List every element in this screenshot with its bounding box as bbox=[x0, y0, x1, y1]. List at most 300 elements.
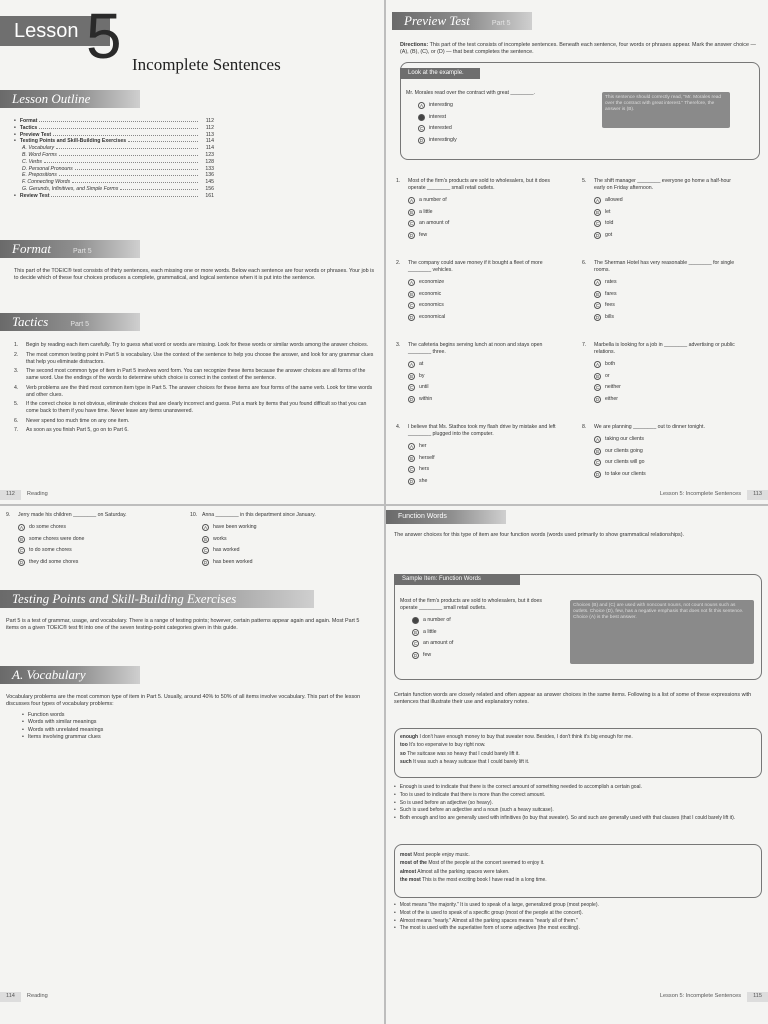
answer-bubble[interactable]: A bbox=[594, 197, 601, 204]
directions-label: Directions: bbox=[400, 42, 429, 48]
question-text: Anna ________ in this department since January. bbox=[202, 512, 316, 518]
question-text: The cafeteria begins serving lunch at noon and stays open ________ three. bbox=[408, 342, 543, 356]
answer-bubble[interactable]: B bbox=[408, 455, 415, 462]
answer-bubble[interactable]: B bbox=[412, 629, 419, 636]
answer-option bbox=[582, 312, 742, 324]
outline-item bbox=[14, 152, 214, 159]
answer-option bbox=[396, 289, 556, 301]
option-text: fees bbox=[605, 302, 615, 309]
tactic-text: If the correct choice is not obvious, eliminate choices that are clearly incorrect and guess. Put a mark by items that you found difficult so that you can come back to them if you have time. Never leave any items unanswered. bbox=[26, 401, 367, 415]
option-text: few bbox=[419, 231, 428, 238]
answer-bubble[interactable]: A bbox=[594, 279, 601, 286]
answer-option bbox=[396, 195, 556, 207]
question-number: 6. bbox=[582, 260, 587, 266]
option-text: allowed bbox=[605, 197, 623, 204]
page-footer bbox=[0, 992, 48, 1002]
tactic-number: 4. bbox=[14, 384, 19, 391]
outline-page: 145 bbox=[205, 179, 214, 186]
option-text: interesting bbox=[429, 102, 453, 109]
answer-option bbox=[582, 195, 742, 207]
option-text: economics bbox=[419, 302, 444, 309]
outline-leader bbox=[120, 186, 198, 190]
answer-bubble[interactable]: A bbox=[594, 361, 601, 368]
example-keyword: enough bbox=[400, 734, 419, 740]
answer-option bbox=[190, 557, 350, 569]
option-text: an amount of bbox=[423, 640, 454, 647]
option-text: economize bbox=[419, 279, 445, 286]
outline-leader bbox=[56, 145, 198, 149]
question-stem bbox=[582, 178, 742, 192]
option-text: fares bbox=[605, 290, 617, 297]
example-sentence bbox=[400, 734, 756, 741]
answer-option bbox=[400, 627, 560, 639]
page-114 bbox=[0, 506, 384, 1024]
page-112 bbox=[0, 0, 384, 504]
answer-option bbox=[582, 359, 742, 371]
example-text: It was such a heavy suitcase that I could barely lift it. bbox=[413, 758, 530, 765]
tactic-item bbox=[14, 342, 376, 349]
sample-note: Choices (B) and (C) are used with noncount nouns, not count nouns such as outlets. Choice (D), few, has a negative emphasis that does not fit this sentence. Choice (A) is the best answer. bbox=[570, 600, 754, 664]
examples-most bbox=[400, 852, 756, 885]
usage-note: • Almost means "nearly." Almost all the parking spaces means "nearly all of them." bbox=[394, 918, 756, 925]
answer-bubble[interactable]: A bbox=[408, 443, 415, 450]
outline-leader bbox=[128, 138, 198, 142]
page-footer bbox=[0, 490, 48, 500]
answer-option bbox=[406, 112, 606, 124]
question-number: 7. bbox=[582, 342, 587, 348]
option-text: her bbox=[419, 443, 427, 450]
vocabulary-list-item: • Function words bbox=[22, 712, 222, 719]
answer-option bbox=[582, 207, 742, 219]
example-text: It's too expensive to buy right now. bbox=[409, 742, 486, 749]
option-text: a little bbox=[423, 628, 437, 635]
vocabulary-list-item: • Items involving grammar clues bbox=[22, 734, 222, 741]
example-keyword: almost bbox=[400, 868, 417, 875]
option-text: herself bbox=[419, 454, 435, 461]
option-text: taking our clients bbox=[605, 436, 644, 443]
answer-option bbox=[396, 476, 556, 488]
answer-option bbox=[396, 464, 556, 476]
answer-option bbox=[396, 230, 556, 242]
tactic-item bbox=[14, 401, 376, 415]
page-113 bbox=[386, 0, 768, 504]
footer-label: Lesson 5: Incomplete Sentences bbox=[659, 491, 742, 497]
question-stem bbox=[582, 260, 742, 274]
question-item bbox=[582, 260, 742, 323]
answer-bubble[interactable]: C bbox=[409, 221, 414, 227]
question-item bbox=[190, 512, 350, 568]
answer-bubble[interactable]: D bbox=[413, 652, 418, 658]
option-text: within bbox=[419, 395, 433, 402]
outline-leader bbox=[72, 179, 198, 183]
option-text: to do some chores bbox=[29, 547, 72, 554]
example-keyword: most of the bbox=[400, 860, 427, 867]
question-number: 2. bbox=[396, 260, 401, 266]
example-head: Look at the example. bbox=[400, 68, 480, 79]
example-text: Most of the people at the concert seemed to enjoy it. bbox=[428, 860, 545, 867]
outline-page: 114 bbox=[205, 145, 214, 152]
tactics-list bbox=[14, 342, 376, 437]
section-band-outline bbox=[0, 90, 140, 108]
answer-bubble[interactable]: D bbox=[409, 396, 414, 402]
outline-item bbox=[14, 138, 214, 145]
band-label: Tactics bbox=[12, 314, 49, 329]
band-label: Lesson Outline bbox=[12, 91, 91, 106]
answer-bubble[interactable]: C bbox=[413, 641, 418, 647]
answer-bubble[interactable]: D bbox=[595, 396, 600, 402]
answer-bubble[interactable]: B bbox=[408, 209, 415, 216]
answer-option bbox=[396, 207, 556, 219]
answer-bubble[interactable]: B bbox=[594, 448, 601, 455]
option-text: an amount of bbox=[419, 220, 450, 227]
section-band-preview bbox=[392, 12, 532, 30]
answer-bubble[interactable]: D bbox=[409, 232, 414, 238]
option-text: got bbox=[605, 231, 613, 238]
example-keyword: too bbox=[400, 742, 408, 749]
format-text: This part of the TOEIC® test consists of thirty sentences, each missing one or more words. Below each sentence are four words or phrases. Your job is to decide which of these four choices produces a complete, grammatical, and logical sentence when it is put into the sentence. bbox=[14, 268, 375, 282]
outline-item bbox=[14, 159, 214, 166]
option-text: economic bbox=[419, 290, 442, 297]
outline-item bbox=[14, 118, 214, 125]
answer-option bbox=[396, 312, 556, 324]
answer-bubble[interactable]: D bbox=[595, 471, 600, 477]
tactic-text: The most common testing point in Part 5 is vocabulary. Use the context of the sentence to help you choose the answer, and look for any grammar clues that help you eliminate distractors. bbox=[26, 351, 374, 365]
usage-note: • Most of the is used to speak of a specific group (most of the people at the concert). bbox=[394, 910, 756, 917]
outline-leader bbox=[44, 159, 198, 163]
outline-item bbox=[14, 145, 214, 152]
answer-bubble[interactable]: C bbox=[419, 126, 424, 132]
example-keyword: so bbox=[400, 750, 406, 757]
question-text: Most of the firm's products are sold to wholesalers, but it does operate ________ small retail outlets. bbox=[408, 178, 550, 192]
answer-option bbox=[582, 300, 742, 312]
page-number: 113 bbox=[747, 490, 768, 500]
option-text: our clients going bbox=[605, 447, 643, 454]
answer-option bbox=[582, 371, 742, 383]
answer-bubble[interactable]: C bbox=[19, 548, 24, 554]
outline-leader bbox=[59, 152, 198, 156]
vocabulary-list-item: • Words with similar meanings bbox=[22, 719, 222, 726]
lesson-outline bbox=[14, 118, 214, 200]
section-band-function-words bbox=[386, 510, 506, 524]
answer-bubble[interactable]: D bbox=[409, 314, 414, 320]
answer-bubble[interactable]: C bbox=[595, 385, 600, 391]
question-stem bbox=[582, 342, 742, 356]
vocabulary-list bbox=[22, 712, 222, 741]
question-text: I believe that Ms. Stathos took my flash drive by mistake and left ________ plugged into the computer. bbox=[408, 424, 556, 438]
answer-bubble[interactable]: C bbox=[595, 303, 600, 309]
question-stem bbox=[190, 512, 350, 519]
question-stem bbox=[396, 178, 556, 192]
answer-bubble[interactable]: C bbox=[595, 460, 600, 466]
option-text: to take our clients bbox=[605, 470, 646, 477]
sample-stem: Most of the firm's products are sold to wholesalers, but it does operate ________ small retail outlets. bbox=[400, 598, 542, 612]
example-sentence bbox=[400, 869, 756, 876]
answer-option bbox=[396, 453, 556, 465]
option-text: a number of bbox=[423, 617, 451, 624]
section-band-format bbox=[0, 240, 140, 258]
answer-bubble[interactable]: D bbox=[203, 559, 208, 565]
question-number: 4. bbox=[396, 424, 401, 430]
usage-note: • Enough is used to indicate that there is the correct amount of something needed to accomplish a certain goal. bbox=[394, 784, 756, 791]
usage-note: • Most means "the majority." It is used to speak of a large, generalized group (most people). bbox=[394, 902, 756, 909]
usage-note: • Such is used before an adjective and a noun (such a heavy suitcase). bbox=[394, 807, 756, 814]
outline-page: 113 bbox=[205, 131, 214, 138]
answer-option bbox=[582, 218, 742, 230]
question-item bbox=[396, 178, 556, 241]
option-text: a number of bbox=[419, 197, 447, 204]
example-keyword: the most bbox=[400, 876, 421, 883]
answer-bubble[interactable]: D bbox=[595, 314, 600, 320]
answer-bubble[interactable]: C bbox=[595, 221, 600, 227]
sample-options bbox=[400, 615, 560, 661]
answer-bubble[interactable]: A bbox=[202, 524, 209, 531]
tactic-text: As soon as you finish Part 5, go on to Part 6. bbox=[26, 427, 129, 434]
answer-bubble[interactable]: B bbox=[18, 536, 25, 543]
outline-item bbox=[14, 132, 214, 139]
question-text: Marbella is looking for a job in ________ advertising or public relations. bbox=[594, 342, 735, 356]
example-question bbox=[406, 90, 606, 146]
answer-option bbox=[582, 394, 742, 406]
answer-bubble[interactable]: D bbox=[19, 559, 24, 565]
answer-option bbox=[400, 638, 560, 650]
outline-label: • Preview Test bbox=[14, 132, 51, 139]
vocabulary-text: Vocabulary problems are the most common type of item in Part 5. Usually, around 40% to 50% of all items involve vocabulary. This part of the lesson discusses four types of vocabulary problems: bbox=[6, 694, 361, 708]
option-text: interestingly bbox=[429, 136, 457, 143]
example-sentence bbox=[400, 751, 756, 758]
option-text: have been working bbox=[213, 524, 257, 531]
answer-bubble[interactable]: B bbox=[594, 291, 601, 298]
answer-bubble[interactable]: A bbox=[418, 102, 425, 109]
option-text: interest bbox=[429, 113, 447, 120]
answer-bubble[interactable]: A bbox=[408, 197, 415, 204]
question-item bbox=[396, 424, 556, 487]
outline-page: 123 bbox=[205, 151, 214, 158]
outline-label: F. Connecting Words bbox=[22, 179, 71, 186]
answer-bubble[interactable]: A bbox=[408, 279, 415, 286]
answer-option bbox=[582, 382, 742, 394]
answer-bubble[interactable]: B bbox=[408, 291, 415, 298]
tactic-item bbox=[14, 418, 376, 425]
example-sentence bbox=[400, 860, 756, 867]
question-number: 8. bbox=[582, 424, 587, 430]
outline-page: 112 bbox=[205, 124, 214, 131]
answer-option bbox=[6, 545, 166, 557]
answer-bubble[interactable]: A bbox=[408, 361, 415, 368]
example-sentence bbox=[400, 742, 756, 749]
answer-bubble[interactable]: D bbox=[595, 232, 600, 238]
outline-item bbox=[14, 186, 214, 193]
question-stem bbox=[396, 342, 556, 356]
section-band-tactics bbox=[0, 313, 140, 331]
outline-leader bbox=[39, 125, 198, 129]
tactic-number: 6. bbox=[14, 417, 19, 424]
answer-option bbox=[190, 545, 350, 557]
outline-page: 136 bbox=[205, 172, 214, 179]
tactic-item bbox=[14, 368, 376, 382]
tactic-number: 3. bbox=[14, 368, 19, 375]
tactic-text: Verb problems are the third most common item type in Part 5. The answer choices for these items are four forms of the same verb. Look for time words and other clues. bbox=[26, 384, 373, 398]
question-item bbox=[582, 424, 742, 480]
answer-bubble[interactable]: D bbox=[419, 137, 424, 143]
example-sentence bbox=[400, 877, 756, 884]
outline-item bbox=[14, 125, 214, 132]
lesson-title: Incomplete Sentences bbox=[132, 55, 281, 74]
option-text: interested bbox=[429, 125, 452, 132]
outline-label: • Format bbox=[14, 118, 37, 125]
question-item bbox=[6, 512, 166, 568]
answer-bubble[interactable]: A bbox=[594, 436, 601, 443]
question-number: 1. bbox=[396, 178, 401, 184]
band-part: Part 5 bbox=[70, 321, 90, 328]
question-item bbox=[582, 178, 742, 241]
answer-option bbox=[396, 277, 556, 289]
answer-option bbox=[396, 359, 556, 371]
vocabulary-list-item: • Words with unrelated meanings bbox=[22, 727, 222, 734]
question-stem bbox=[582, 424, 742, 431]
option-text: by bbox=[419, 372, 425, 379]
footer-label: Lesson 5: Incomplete Sentences bbox=[659, 993, 742, 999]
answer-option bbox=[406, 135, 606, 147]
option-text: bills bbox=[605, 313, 614, 320]
option-text: some chores were done bbox=[29, 535, 85, 542]
option-text: neither bbox=[605, 384, 621, 391]
example-stem: Mr. Morales read over the contract with great ________. bbox=[406, 90, 535, 96]
option-text: hers bbox=[419, 466, 430, 473]
example-text: I don't have enough money to buy that sweater now. Besides, I don't think it's big enough for me. bbox=[419, 734, 633, 740]
band-label: Format bbox=[12, 241, 51, 256]
outline-label: A. Vocabulary bbox=[22, 145, 55, 152]
band-label: Function Words bbox=[398, 513, 447, 520]
page-number: 114 bbox=[0, 992, 21, 1002]
page-number: 112 bbox=[0, 490, 21, 500]
option-text: a little bbox=[419, 208, 433, 215]
example-sentence bbox=[400, 759, 756, 766]
answer-option bbox=[582, 289, 742, 301]
usage-note: • The most is used with the superlative form of some adjectives (the most exciting). bbox=[394, 925, 756, 932]
option-text: has worked bbox=[213, 547, 240, 554]
outline-page: 161 bbox=[205, 192, 214, 199]
answer-option bbox=[396, 371, 556, 383]
answer-bubble[interactable]: B bbox=[202, 536, 209, 543]
band-part: Part 5 bbox=[491, 20, 511, 27]
usage-note: • Too is used to indicate that there is more than the correct amount. bbox=[394, 792, 756, 799]
outline-item bbox=[14, 172, 214, 179]
answer-option bbox=[396, 382, 556, 394]
answer-bubble[interactable]: C bbox=[409, 303, 414, 309]
answer-bubble[interactable]: C bbox=[203, 548, 208, 554]
tactic-number: 7. bbox=[14, 427, 19, 434]
certain-text: Certain function words are closely related and often appear as answer choices in the same items. Following is a list of some of these expressions with sentences that illustrate their use and explanatory notes. bbox=[394, 692, 752, 706]
tactic-item bbox=[14, 352, 376, 366]
option-text: either bbox=[605, 395, 618, 402]
answer-bubble[interactable]: C bbox=[409, 467, 414, 473]
page-115 bbox=[386, 506, 768, 1024]
page-number: 115 bbox=[747, 992, 768, 1002]
tactic-number: 5. bbox=[14, 401, 19, 408]
question-number: 9. bbox=[6, 512, 11, 518]
footer-label: Reading bbox=[26, 491, 48, 497]
question-text: The shift manager ________ everyone go home a half-hour early on Friday afternoon. bbox=[594, 178, 731, 192]
question-text: The company could save money if it bought a fleet of more ________ vehicles. bbox=[408, 260, 543, 274]
option-text: works bbox=[213, 535, 227, 542]
band-label: A. Vocabulary bbox=[12, 667, 86, 682]
page-footer bbox=[660, 992, 768, 1002]
outline-page: 114 bbox=[205, 138, 214, 145]
question-item bbox=[582, 342, 742, 405]
answer-option bbox=[6, 534, 166, 546]
examples-enough bbox=[400, 734, 756, 767]
answer-option bbox=[582, 230, 742, 242]
answer-option bbox=[406, 123, 606, 135]
answer-bubble[interactable]: B bbox=[594, 373, 601, 380]
section-band-vocabulary bbox=[0, 666, 140, 684]
answer-bubble[interactable]: A bbox=[18, 524, 25, 531]
option-text: our clients will go bbox=[605, 459, 645, 466]
notes-most bbox=[394, 902, 756, 933]
function-text: The answer choices for this type of item are four function words (words used primarily to show grammatical relationships). bbox=[394, 532, 685, 538]
question-stem bbox=[6, 512, 166, 519]
tactic-number: 1. bbox=[14, 342, 19, 348]
outline-page: 133 bbox=[205, 165, 214, 172]
outline-leader bbox=[51, 193, 198, 197]
option-text: has been worked bbox=[213, 558, 253, 565]
testing-text: Part 5 is a test of grammar, usage, and vocabulary. There is a range of testing points; however, certain patterns appear again and again. Most Part 5 items on a given TOEIC® test fit into one of the seven testing-point categories given in this guide. bbox=[6, 618, 360, 632]
question-stem bbox=[396, 260, 556, 274]
example-options bbox=[406, 100, 606, 146]
tactic-item bbox=[14, 427, 376, 434]
example-text: Most people enjoy music. bbox=[413, 852, 470, 858]
tactic-number: 2. bbox=[14, 351, 19, 358]
example-text: Almost all the parking spaces were taken. bbox=[417, 868, 510, 875]
question-item bbox=[396, 342, 556, 405]
option-text: or bbox=[605, 372, 610, 379]
lesson-word: Lesson bbox=[14, 20, 79, 42]
outline-page: 128 bbox=[205, 158, 214, 165]
option-text: do some chores bbox=[29, 524, 66, 531]
answer-option bbox=[582, 457, 742, 469]
answer-bubble[interactable]: B bbox=[418, 114, 425, 121]
question-text: Jerry made his children ________ on Saturday. bbox=[18, 512, 127, 518]
option-text: she bbox=[419, 477, 428, 484]
outline-leader bbox=[59, 172, 198, 176]
answer-option bbox=[582, 434, 742, 446]
outline-page: 112 bbox=[205, 118, 214, 124]
answer-bubble[interactable]: D bbox=[409, 478, 414, 484]
option-text: both bbox=[605, 361, 616, 368]
sample-question bbox=[400, 598, 560, 661]
tactic-text: Begin by reading each item carefully. Try to guess what word or words are missing. Look for these words or similar words among the answer choices. bbox=[26, 342, 369, 348]
answer-option bbox=[396, 441, 556, 453]
answer-option bbox=[406, 100, 606, 112]
question-number: 3. bbox=[396, 342, 401, 348]
answer-bubble[interactable]: A bbox=[412, 617, 419, 624]
band-label: Preview Test bbox=[404, 13, 470, 28]
outline-label: G. Gerunds, Infinitives, and Simple Forms bbox=[22, 185, 119, 192]
answer-bubble[interactable]: C bbox=[409, 385, 414, 391]
answer-bubble[interactable]: B bbox=[408, 373, 415, 380]
section-band-testing bbox=[0, 590, 314, 608]
outline-item bbox=[14, 193, 214, 200]
lesson-number: 5 bbox=[86, 0, 122, 72]
answer-bubble[interactable]: B bbox=[594, 209, 601, 216]
outline-label: E. Prepositions bbox=[22, 172, 57, 179]
outline-label: B. Word Forms bbox=[22, 151, 57, 158]
answer-option bbox=[396, 218, 556, 230]
question-stem bbox=[396, 424, 556, 438]
example-note: This sentence should correctly read, "Mr. Morales read over the contract with great interest." Therefore, the answer is (B). bbox=[602, 92, 730, 128]
answer-option bbox=[400, 615, 560, 627]
answer-option bbox=[190, 534, 350, 546]
